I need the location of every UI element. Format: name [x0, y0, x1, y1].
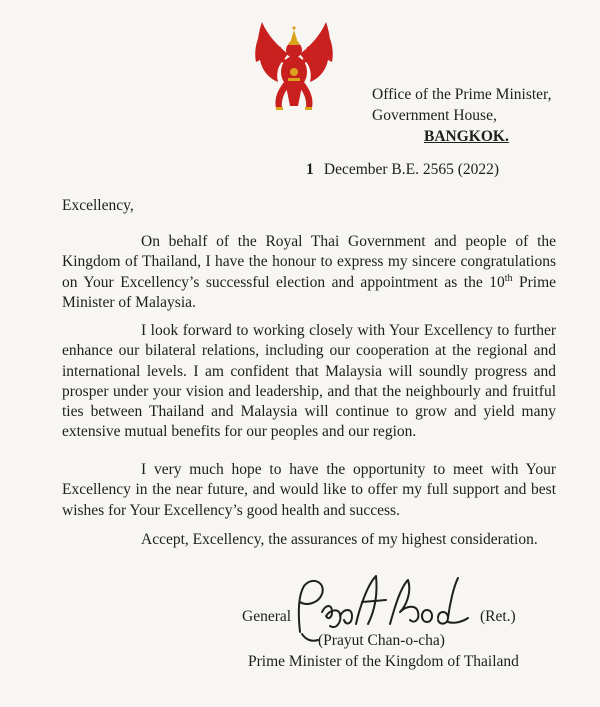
paragraph-cooperation: I look forward to working closely with Your Excellency to further enhance our bilateral relations, including our cooperation at the regional and international levels. I am confident that Malaysia will soundly progress and prosper under your vision and leadership, and that the neighbourly and fruitful ties between Thailand and Malaysia will continue to grow and yield many extensive mutual benefits for our peoples and our region.: [62, 322, 556, 441]
signatory-title: Prime Minister of the Kingdom of Thailand: [248, 653, 519, 670]
p1-text-pre: On behalf of the Royal Thai Government and people of the Kingdom of Thailand, I have the honour to express my sincere congratulations on Your Excellency’s successful election and appointment as the 10: [62, 233, 556, 291]
letterhead-address: [372, 84, 551, 147]
signatory-suffix: (Ret.): [480, 608, 516, 625]
garuda-emblem-icon: [248, 16, 340, 116]
address-city: BANGKOK.: [424, 128, 509, 145]
signatory-name: (Prayut Chan-o-cha): [318, 632, 445, 649]
letter-date: [306, 161, 499, 179]
date-text: December B.E. 2565 (2022): [323, 161, 500, 178]
address-house: Government House,: [372, 107, 497, 124]
signatory-rank: General: [242, 608, 292, 625]
p1-text-post: Prime Minister of Malaysia.: [62, 273, 557, 311]
salutation: Excellency,: [62, 197, 134, 214]
handwritten-day: 1: [306, 161, 314, 178]
p1-ordinal: th: [504, 272, 513, 284]
paragraph-meeting: I very much hope to have the opportunity to meet with Your Excellency in the near future, and would like to offer my full support and best wishes for Your Excellency’s good health and success.: [62, 461, 556, 519]
closing-line: Accept, Excellency, the assurances of my highest consideration.: [141, 531, 538, 548]
address-office: Office of the Prime Minister,: [372, 86, 552, 103]
paragraph-congratulations: [62, 232, 556, 313]
